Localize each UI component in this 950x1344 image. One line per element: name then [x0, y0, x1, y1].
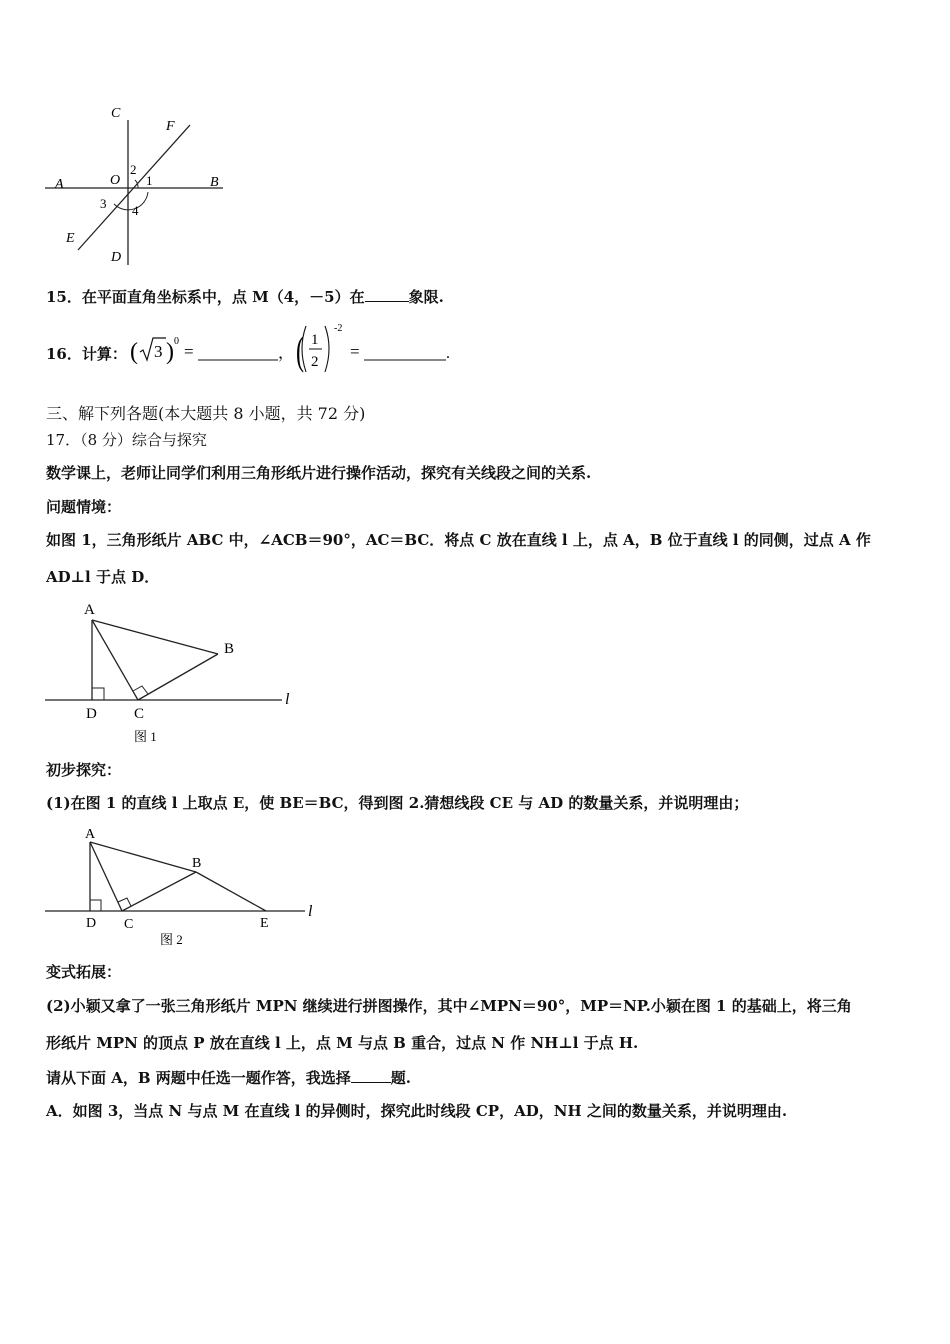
part-a: A．如图 3，当点 N 与点 M 在直线 l 的异侧时，探究此时线段 CP，AD，NH 之间的数量关系，并说明理由.: [46, 1102, 788, 1120]
svg-text:): ): [166, 339, 174, 365]
label-e: E: [260, 916, 269, 931]
choose-line: [46, 1067, 411, 1088]
figure-2: [40, 822, 330, 952]
label-3: 3: [100, 196, 107, 211]
comma: ，: [278, 345, 295, 362]
label-f: F: [166, 119, 175, 134]
label-d: D: [86, 706, 97, 722]
q17-intro: 数学课上，老师让同学们利用三角形纸片进行操作活动，探究有关线段之间的关系.: [46, 464, 592, 482]
label-d: D: [86, 916, 97, 931]
label-2: 2: [130, 162, 137, 177]
label-b: B: [210, 175, 219, 190]
eq-2: =: [350, 342, 360, 361]
label-c: C: [134, 706, 145, 722]
label-c: C: [111, 106, 121, 121]
svg-text:(: (: [296, 330, 304, 374]
label-b: B: [192, 856, 202, 871]
situation-line-2: AD⊥l 于点 D．: [46, 568, 160, 586]
figure-1: [40, 596, 310, 750]
variation-label: 变式拓展：: [46, 963, 122, 981]
label-l: l: [308, 903, 313, 920]
frac-den: 2: [311, 354, 319, 370]
right-angle-d: [90, 900, 101, 911]
segment-ac: [90, 842, 122, 911]
segment-be: [196, 872, 266, 911]
right-angle-c: [133, 686, 148, 694]
label-4: 4: [132, 203, 139, 218]
frac-num: 1: [311, 332, 319, 348]
label-e: E: [66, 231, 75, 246]
label-o: O: [110, 173, 121, 188]
end-period: .: [446, 345, 450, 362]
right-angle-c: [118, 898, 131, 906]
prelim-label: 初步探究：: [46, 761, 122, 779]
q17-title: 17．（8 分）综合与探究: [46, 431, 207, 449]
label-a: A: [55, 177, 64, 192]
part-2-line-2: 形纸片 MPN 的顶点 P 放在直线 l 上，点 M 与点 B 重合，过点 N 作 NH⊥l 于点 H.: [46, 1034, 639, 1052]
label-b: B: [224, 641, 235, 657]
intersecting-lines-figure: [40, 100, 240, 270]
part-2-line-1: (2)小颖又拿了一张三角形纸片 MPN 继续进行拼图操作，其中∠MPN＝90°，MP＝NP.小颖在图 1 的基础上，将三角: [46, 997, 852, 1015]
figure-2-caption: 图 2: [160, 932, 183, 947]
question-16-label: [46, 344, 127, 364]
choose-answer-blank[interactable]: [351, 1067, 391, 1083]
label-1: 1: [146, 173, 153, 188]
segment-ab: [90, 842, 196, 872]
segment-cb: [122, 872, 196, 911]
angle-arc-34: [114, 192, 148, 210]
figure-1-caption: 图 1: [134, 729, 157, 744]
situation-line-1: 如图 1，三角形纸片 ABC 中，∠ACB＝90°，AC＝BC．将点 C 放在直线 l 上，点 A，B 位于直线 l 的同侧，过点 A 作: [46, 531, 871, 549]
eq-1: =: [184, 342, 194, 361]
segment-cb: [138, 654, 218, 700]
situation-label: 问题情境：: [46, 498, 122, 516]
label-a: A: [84, 602, 95, 618]
right-angle-d: [92, 688, 104, 700]
question-15: [46, 286, 444, 307]
segment-ab: [92, 620, 218, 654]
q15-prefix: 15．在平面直角坐标系中，点 M（4，－5）在: [46, 288, 365, 306]
right-paren-big: [325, 326, 329, 372]
sqrt-arg: 3: [154, 342, 163, 361]
choose-prefix: 请从下面 A，B 两题中任选一题作答，我选择: [46, 1069, 351, 1087]
label-d: D: [111, 250, 122, 265]
section-3-heading: 三、解下列各题(本大题共 8 小题，共 72 分): [46, 404, 366, 423]
q15-answer-blank[interactable]: [365, 286, 409, 302]
exp-neg2: -2: [334, 323, 343, 334]
q16-expression: [128, 322, 458, 378]
label-l: l: [285, 691, 290, 708]
label-c: C: [124, 917, 134, 932]
q15-suffix: 象限.: [408, 288, 444, 306]
exp-zero: 0: [174, 336, 179, 347]
label-a: A: [85, 827, 96, 842]
choose-suffix: 题.: [390, 1069, 411, 1087]
svg-text:(: (: [130, 339, 138, 365]
q16-prefix: 16．计算：: [46, 345, 127, 363]
part-1: (1)在图 1 的直线 l 上取点 E，使 BE＝BC，得到图 2.猜想线段 CE 与 AD 的数量关系，并说明理由；: [46, 794, 749, 812]
